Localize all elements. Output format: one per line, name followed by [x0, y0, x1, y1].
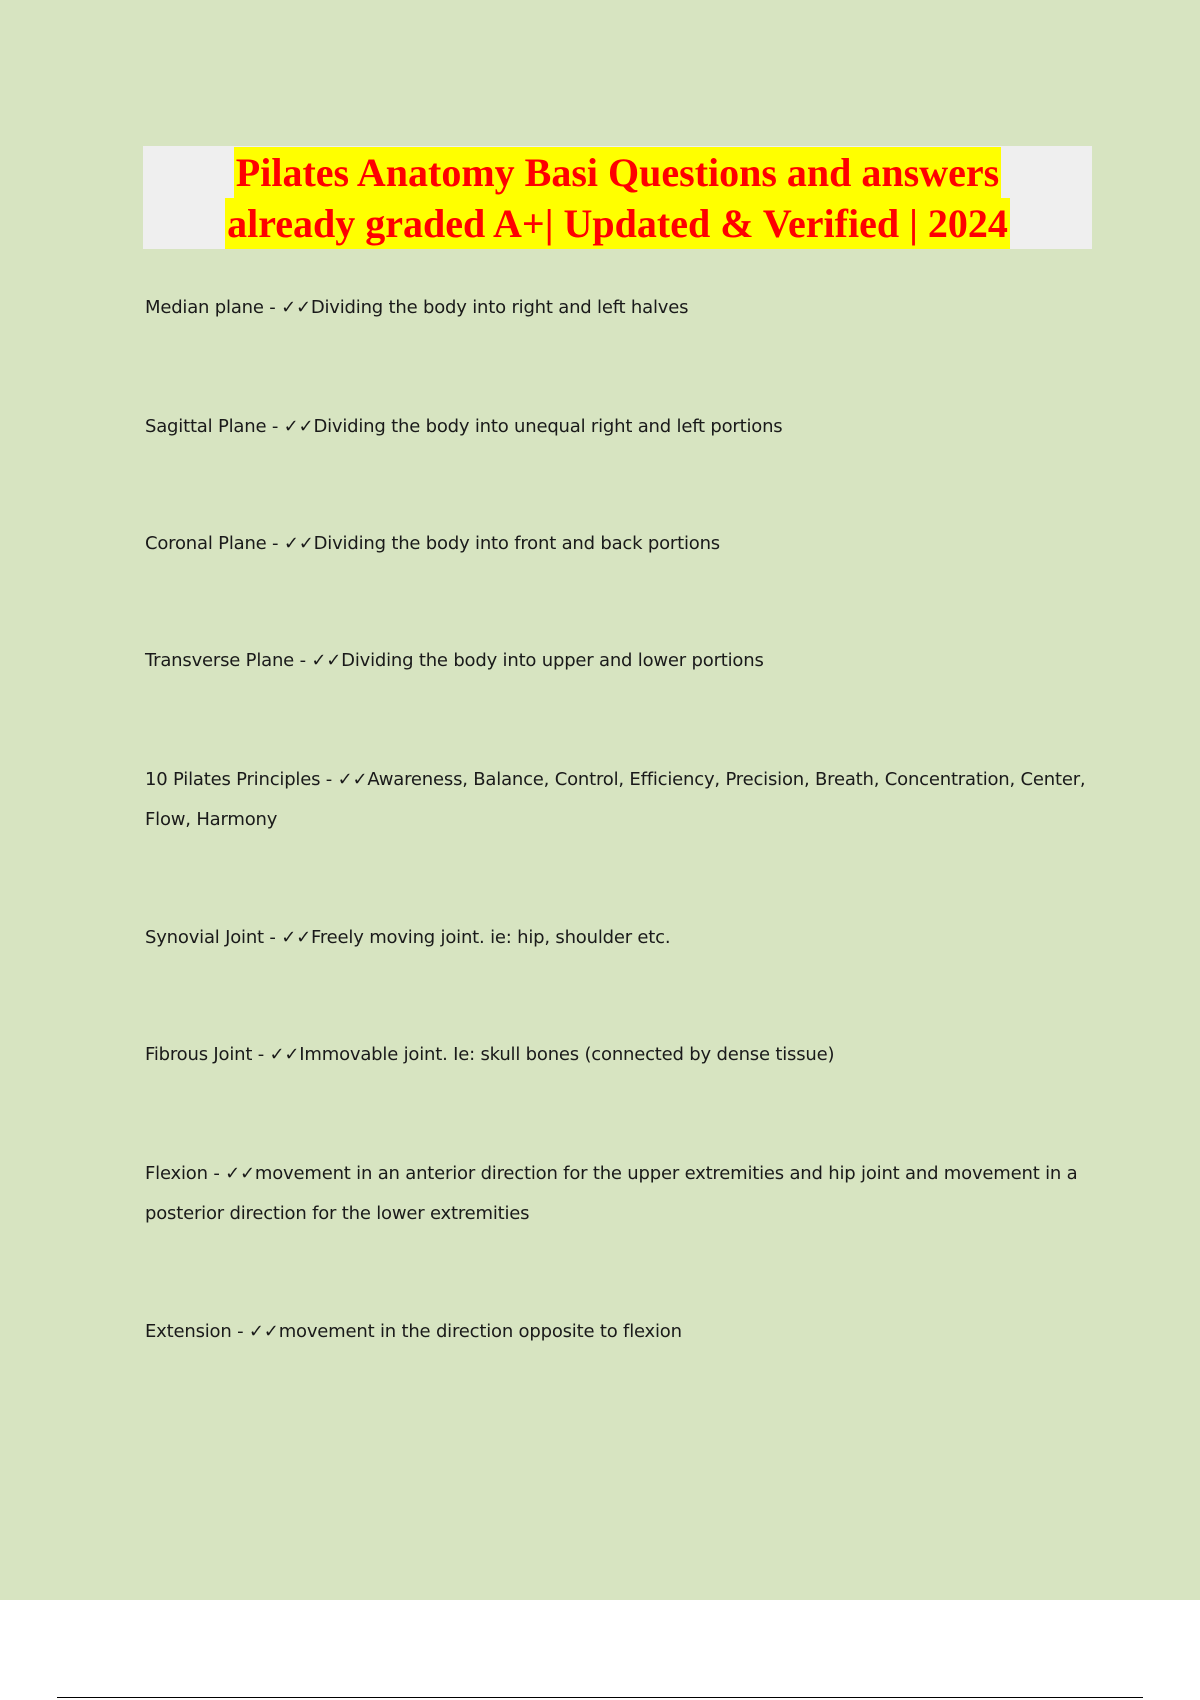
check-mark-icon: - ✓✓	[263, 927, 312, 948]
qa-entry-sagittal-plane	[145, 407, 1095, 447]
entry-definition: movement in an anterior direction for the upper extremities and hip joint and movement in a posterior direction for the lower extremities	[145, 1163, 1078, 1224]
entry-definition: Dividing the body into right and left halves	[310, 297, 689, 318]
qa-entry-synovial-joint	[145, 918, 1095, 958]
title-banner	[143, 146, 1092, 249]
title-line-1: Pilates Anatomy Basi Questions and answers	[234, 147, 1001, 198]
check-mark-icon: - ✓✓	[266, 533, 314, 554]
entry-term: Sagittal Plane	[145, 416, 267, 437]
qa-entry-median-plane	[145, 288, 1095, 328]
entry-definition: Awareness, Balance, Control, Efficiency, Precision, Breath, Concentration, Center, Flow, Harmony	[145, 769, 1086, 830]
entry-term: Synovial Joint	[145, 927, 264, 948]
entry-term: Extension	[145, 1321, 232, 1342]
qa-entry-fibrous-joint	[145, 1035, 1095, 1075]
qa-entry-extension	[145, 1312, 1095, 1352]
check-mark-icon: - ✓✓	[320, 769, 368, 790]
entry-term: Median plane	[145, 297, 264, 318]
entry-term: Coronal Plane	[145, 533, 267, 554]
entry-term: Flexion	[145, 1163, 208, 1184]
check-mark-icon: - ✓✓	[263, 297, 311, 318]
qa-entry-pilates-principles	[145, 760, 1095, 840]
entry-definition: Immovable joint. Ie: skull bones (connected by dense tissue)	[299, 1044, 835, 1065]
check-mark-icon: - ✓✓	[294, 650, 342, 671]
entry-definition: Dividing the body into upper and lower portions	[341, 650, 764, 671]
footer-divider	[57, 1697, 1143, 1698]
check-mark-icon: - ✓✓	[266, 416, 314, 437]
qa-entry-flexion	[145, 1154, 1095, 1234]
entry-term: Transverse Plane	[145, 650, 295, 671]
check-mark-icon: - ✓✓	[207, 1163, 255, 1184]
entry-term: Fibrous Joint	[145, 1044, 253, 1065]
check-mark-icon: - ✓✓	[231, 1321, 279, 1342]
entry-definition: Dividing the body into unequal right and left portions	[313, 416, 783, 437]
entry-definition: movement in the direction opposite to flexion	[278, 1321, 682, 1342]
check-mark-icon: - ✓✓	[252, 1044, 300, 1065]
qa-entry-coronal-plane	[145, 524, 1095, 564]
qa-entry-transverse-plane	[145, 641, 1095, 681]
entry-term: 10 Pilates Principles	[145, 769, 321, 790]
title-line-2: already graded A+| Updated & Verified | 2024	[225, 198, 1010, 249]
entry-definition: Freely moving joint. ie: hip, shoulder etc.	[311, 927, 671, 948]
entry-definition: Dividing the body into front and back portions	[313, 533, 720, 554]
